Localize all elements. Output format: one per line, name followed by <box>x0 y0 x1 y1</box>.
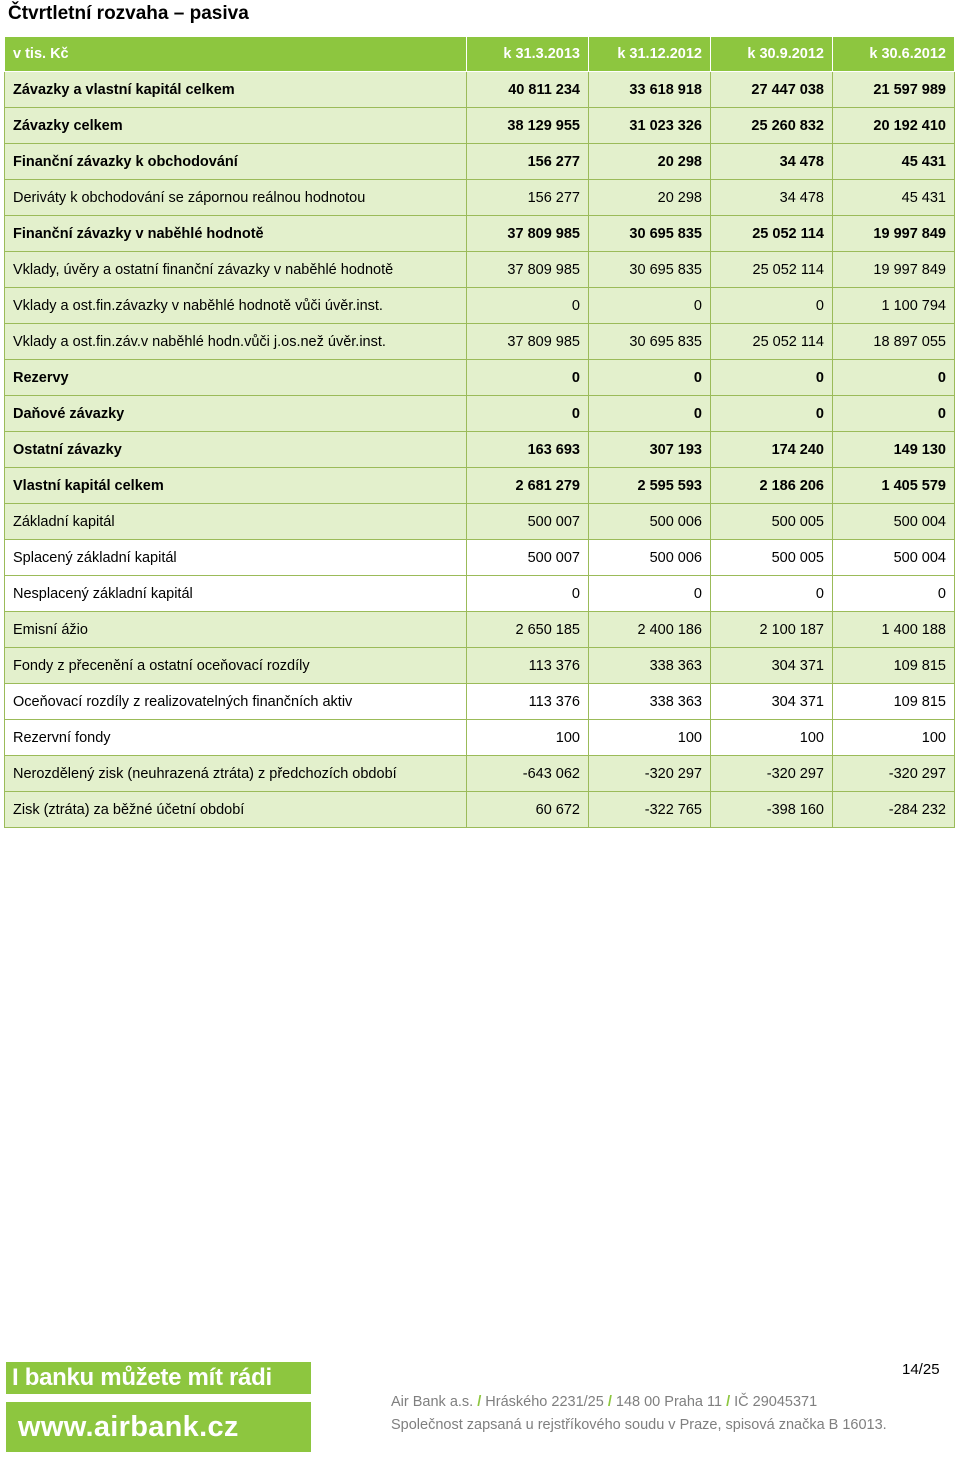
row-label: Závazky a vlastní kapitál celkem <box>5 72 467 108</box>
footer-city: 148 00 Praha 11 <box>615 1394 723 1410</box>
row-value: 18 897 055 <box>833 324 955 360</box>
row-value: 500 007 <box>467 540 589 576</box>
footer-street: Hráského 2231/25 <box>485 1394 604 1410</box>
column-header-unit: v tis. Kč <box>5 37 467 72</box>
row-value: 100 <box>711 720 833 756</box>
row-value: 0 <box>467 576 589 612</box>
table-row <box>5 216 955 252</box>
row-value: -284 232 <box>833 792 955 828</box>
row-value: 1 405 579 <box>833 468 955 504</box>
row-label: Zisk (ztráta) za běžné účetní období <box>5 792 467 828</box>
row-value: 40 811 234 <box>467 72 589 108</box>
row-value: 21 597 989 <box>833 72 955 108</box>
row-value: 2 650 185 <box>467 612 589 648</box>
table-row <box>5 180 955 216</box>
row-value: 0 <box>589 360 711 396</box>
balance-sheet-table <box>4 36 955 828</box>
row-value: 0 <box>589 288 711 324</box>
row-value: 33 618 918 <box>589 72 711 108</box>
row-value: 304 371 <box>711 684 833 720</box>
row-value: 0 <box>711 288 833 324</box>
row-value: 45 431 <box>833 180 955 216</box>
row-value: 20 298 <box>589 144 711 180</box>
table-row <box>5 576 955 612</box>
row-value: 25 052 114 <box>711 216 833 252</box>
column-header-date: k 30.6.2012 <box>833 37 955 72</box>
row-value: 31 023 326 <box>589 108 711 144</box>
row-value: -320 297 <box>589 756 711 792</box>
table-row <box>5 684 955 720</box>
row-value: 30 695 835 <box>589 216 711 252</box>
row-value: 2 400 186 <box>589 612 711 648</box>
table-row <box>5 612 955 648</box>
row-label: Základní kapitál <box>5 504 467 540</box>
row-value: 37 809 985 <box>467 252 589 288</box>
row-value: 2 186 206 <box>711 468 833 504</box>
footer-address <box>391 1394 817 1410</box>
row-label: Vlastní kapitál celkem <box>5 468 467 504</box>
footer-separator: / <box>607 1394 612 1410</box>
row-label: Finanční závazky v naběhlé hodnotě <box>5 216 467 252</box>
row-value: 60 672 <box>467 792 589 828</box>
row-value: 1 400 188 <box>833 612 955 648</box>
row-value: 25 260 832 <box>711 108 833 144</box>
row-label: Daňové závazky <box>5 396 467 432</box>
row-value: 304 371 <box>711 648 833 684</box>
footer-website-logo: www.airbank.cz <box>6 1402 311 1452</box>
table-row <box>5 468 955 504</box>
row-value: 113 376 <box>467 684 589 720</box>
column-header-date: k 31.3.2013 <box>467 37 589 72</box>
row-label: Splacený základní kapitál <box>5 540 467 576</box>
row-value: -322 765 <box>589 792 711 828</box>
row-value: 113 376 <box>467 648 589 684</box>
row-value: -643 062 <box>467 756 589 792</box>
footer-registry: Společnost zapsaná u rejstříkového soudu v Praze, spisová značka B 16013. <box>391 1417 887 1433</box>
page-number: 14/25 <box>902 1361 940 1378</box>
row-value: 156 277 <box>467 180 589 216</box>
row-value: 100 <box>589 720 711 756</box>
row-value: 30 695 835 <box>589 252 711 288</box>
footer-company: Air Bank a.s. <box>391 1394 474 1410</box>
row-value: 174 240 <box>711 432 833 468</box>
row-value: 34 478 <box>711 144 833 180</box>
row-value: -398 160 <box>711 792 833 828</box>
table-row <box>5 504 955 540</box>
row-value: 109 815 <box>833 684 955 720</box>
row-value: 0 <box>589 576 711 612</box>
row-value: 20 192 410 <box>833 108 955 144</box>
row-label: Rezervní fondy <box>5 720 467 756</box>
row-value: 156 277 <box>467 144 589 180</box>
row-value: 100 <box>833 720 955 756</box>
row-value: 0 <box>467 360 589 396</box>
row-label: Vklady, úvěry a ostatní finanční závazky v naběhlé hodnotě <box>5 252 467 288</box>
table-row <box>5 288 955 324</box>
footer-separator: / <box>726 1394 731 1410</box>
row-value: 0 <box>833 360 955 396</box>
table-row <box>5 792 955 828</box>
row-value: 0 <box>711 576 833 612</box>
row-value: 27 447 038 <box>711 72 833 108</box>
row-label: Emisní ážio <box>5 612 467 648</box>
page-title: Čtvrtletní rozvaha – pasiva <box>8 3 249 24</box>
row-value: 19 997 849 <box>833 216 955 252</box>
row-value: 500 006 <box>589 540 711 576</box>
row-label: Rezervy <box>5 360 467 396</box>
row-value: 19 997 849 <box>833 252 955 288</box>
row-value: 2 681 279 <box>467 468 589 504</box>
row-label: Nerozdělený zisk (neuhrazená ztráta) z předchozích období <box>5 756 467 792</box>
table-row <box>5 720 955 756</box>
table-row <box>5 756 955 792</box>
table-row <box>5 396 955 432</box>
row-value: 500 004 <box>833 504 955 540</box>
row-value: 500 007 <box>467 504 589 540</box>
row-value: 500 005 <box>711 504 833 540</box>
table-header-row <box>5 37 955 72</box>
row-value: 338 363 <box>589 648 711 684</box>
table-row <box>5 144 955 180</box>
row-value: 0 <box>589 396 711 432</box>
row-value: 0 <box>711 396 833 432</box>
column-header-date: k 30.9.2012 <box>711 37 833 72</box>
row-value: 149 130 <box>833 432 955 468</box>
footer-ico: IČ 29045371 <box>734 1394 818 1410</box>
row-value: 0 <box>833 576 955 612</box>
column-header-date: k 31.12.2012 <box>589 37 711 72</box>
row-value: 37 809 985 <box>467 324 589 360</box>
row-value: 0 <box>467 396 589 432</box>
row-value: 109 815 <box>833 648 955 684</box>
row-value: 34 478 <box>711 180 833 216</box>
row-value: 100 <box>467 720 589 756</box>
row-label: Vklady a ost.fin.záv.v naběhlé hodn.vůči j.os.než úvěr.inst. <box>5 324 467 360</box>
table-row <box>5 324 955 360</box>
row-value: 1 100 794 <box>833 288 955 324</box>
table-row <box>5 360 955 396</box>
footer-separator: / <box>477 1394 482 1410</box>
row-label: Oceňovací rozdíly z realizovatelných finančních aktiv <box>5 684 467 720</box>
row-label: Finanční závazky k obchodování <box>5 144 467 180</box>
row-value: 307 193 <box>589 432 711 468</box>
row-label: Vklady a ost.fin.závazky v naběhlé hodnotě vůči úvěr.inst. <box>5 288 467 324</box>
row-value: 20 298 <box>589 180 711 216</box>
row-value: 25 052 114 <box>711 324 833 360</box>
row-label: Fondy z přecenění a ostatní oceňovací rozdíly <box>5 648 467 684</box>
row-label: Deriváty k obchodování se zápornou reálnou hodnotou <box>5 180 467 216</box>
row-label: Závazky celkem <box>5 108 467 144</box>
row-value: 338 363 <box>589 684 711 720</box>
table-row <box>5 648 955 684</box>
table-row <box>5 72 955 108</box>
table-row <box>5 432 955 468</box>
row-value: 2 100 187 <box>711 612 833 648</box>
row-value: 500 005 <box>711 540 833 576</box>
row-label: Ostatní závazky <box>5 432 467 468</box>
row-value: 38 129 955 <box>467 108 589 144</box>
row-value: 163 693 <box>467 432 589 468</box>
row-label: Nesplacený základní kapitál <box>5 576 467 612</box>
row-value: 37 809 985 <box>467 216 589 252</box>
row-value: 0 <box>467 288 589 324</box>
row-value: -320 297 <box>711 756 833 792</box>
row-value: 25 052 114 <box>711 252 833 288</box>
footer-slogan-logo: I banku můžete mít rádi <box>6 1362 311 1394</box>
row-value: -320 297 <box>833 756 955 792</box>
table-row <box>5 540 955 576</box>
row-value: 2 595 593 <box>589 468 711 504</box>
table-row <box>5 252 955 288</box>
row-value: 500 006 <box>589 504 711 540</box>
row-value: 0 <box>711 360 833 396</box>
table-row <box>5 108 955 144</box>
row-value: 30 695 835 <box>589 324 711 360</box>
row-value: 0 <box>833 396 955 432</box>
row-value: 45 431 <box>833 144 955 180</box>
row-value: 500 004 <box>833 540 955 576</box>
